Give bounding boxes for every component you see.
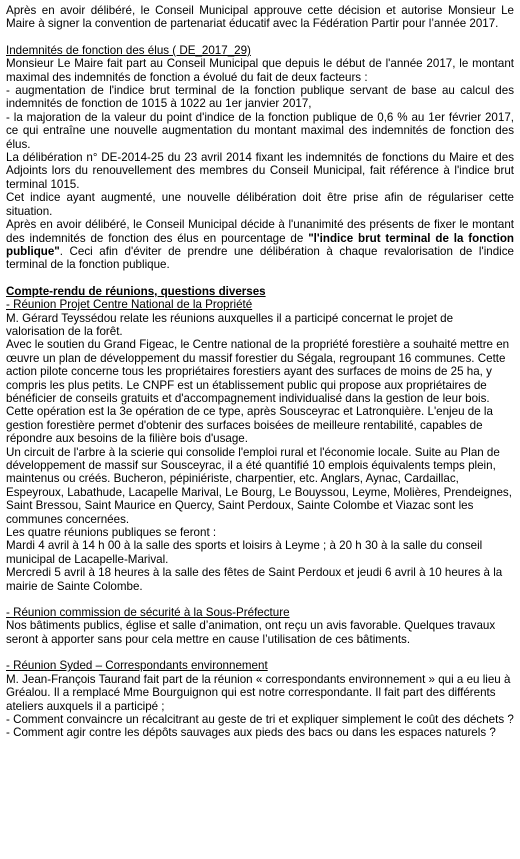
cnpf-paragraph: M. Gérard Teyssédou relate les réunions auxquelles il a participé concernat le projet de valorisation de la forêt.: [6, 311, 454, 338]
indemnites-paragraph: - la majoration de la valeur du point d'indice de la fonction publique de 0,6 % au 1er février 2017, ce qui entraîne une nouvelle augmentation du montant maximal des indemnités de fonction des élus.: [6, 110, 514, 151]
spacer: [6, 31, 514, 44]
syded-paragraph: M. Jean-François Taurand fait part de la réunion « correspondants environnement » qui a eu lieu à Gréalou. Il a remplacé Mme Bourguignon qui est notre correspondante. Il fait part des différents ateliers auxquels il a participé ;: [6, 672, 511, 713]
cnpf-paragraph: Avec le soutien du Grand Figeac, le Centre national de la propriété forestière a souhaité mettre en œuvre un plan de développement du massif forestier du Ségala, regroupant 16 communes. Cette action pilote concerne tous les propriétaires forestiers ayant des surfaces de moins de 25 ha, y compris les plus petits. Le CNPF est un établissement public qui propose aux propriétaires de bénéficier de conseils gratuits et d'accompagnement individualisé dans la gestion de leur bois. Cette opération est la 3e opération de ce type, après Sousceyrac et Latronquière. L'enjeu de la gestion forestière permet d'obtenir des surfaces boisées de meilleure rentabilité, capables de répondre aux besoins de la filière bois d'usage.: [6, 338, 510, 446]
syded-paragraph: - Comment convaincre un récalcitrant au geste de tri et expliquer simplement le coût des déchets ?: [6, 712, 514, 726]
cnpf-paragraph: Mardi 4 avril à 14 h 00 à la salle des sports et loisirs à Leyme ; à 20 h 30 à la salle du conseil municipal de Lacapelle-Marival.: [6, 539, 483, 566]
indemnites-paragraph: - augmentation de l'indice brut terminal de la fonction publique servant de base au calcul des indemnités de fonction de 1015 à 1022 au 1er janvier 2017,: [6, 84, 514, 111]
indemnites-paragraph: Cet indice ayant augmenté, une nouvelle délibération doit être prise afin de régulariser cette situation.: [6, 191, 514, 218]
intro-paragraph: Après en avoir délibéré, le Conseil Municipal approuve cette décision et autorise Monsieur Le Maire à signer la convention de partenariat éducatif avec la Fédération Partir pour l’année 2017.: [6, 4, 514, 31]
indemnites-decision: [6, 218, 514, 272]
syded-paragraph: - Comment agir contre les dépôts sauvages aux pieds des bacs ou dans les espaces naturels ?: [6, 726, 496, 740]
decision-text: . Ceci afin d'éviter de prendre une délibération à chaque revalorisation de l'indice terminal de la fonction publique.: [6, 244, 514, 272]
securite-subheading: - Réunion commission de sécurité à la Sous-Préfecture: [6, 606, 290, 620]
cnpf-paragraph: Les quatre réunions publiques se feront :: [6, 526, 217, 540]
indemnites-paragraph: Monsieur Le Maire fait part au Conseil Municipal que depuis le début de l'année 2017, le montant maximal des indemnités de fonction a évolué du fait de deux facteurs :: [6, 57, 514, 84]
spacer: [6, 593, 514, 606]
cnpf-paragraph: Mercredi 5 avril à 18 heures à la salle des fêtes de Saint Perdoux et jeudi 6 avril à 10 heures à la mairie de Sainte Colombe.: [6, 566, 503, 593]
cnpf-paragraph: Un circuit de l'arbre à la scierie qui consolide l'emploi rural et l'économie locale. Suite au Plan de développement de massif sur Sousceyrac, il a été quantifié 10 emplois équivalents temps plein, maintenus ou créés. Bucheron, pépiniériste, charpentier, etc. Anglars, Aynac, Cardaillac, Espeyroux, Labathude, Lacapelle Marival, Le Bourg, Le Bouyssou, Leyme, Molières, Prendeignes, Saint Bressou, Saint Maurice en Quercy, Saint Perdoux, Sainte Colombe et Viazac sont les communes concernées.: [6, 445, 512, 526]
syded-subheading: - Réunion Syded – Correspondants environnement: [6, 659, 268, 673]
decision-text: Après en avoir délibéré, le Conseil Municipal décide à l'unanimité des présents de fixer le montant des indemnités de fonction des élus en pourcentage de: [6, 218, 514, 245]
spacer: [6, 646, 514, 659]
indemnites-paragraph: La délibération n° DE-2014-25 du 23 avril 2014 fixant les indemnités de fonctions du Maire et des Adjoints lors du renouvellement des membres du Conseil Municipal, fait référence à l'indice brut terminal 1015.: [6, 151, 514, 191]
securite-paragraph: Nos bâtiments publics, église et salle d’animation, ont reçu un avis favorable. Quelques travaux seront à apporter sans pour cela mettre en cause l’utilisation de ces bâtiments.: [6, 619, 496, 646]
cnpf-subheading: - Réunion Projet Centre National de la Propriété: [6, 298, 253, 312]
decision-bold-text: "l'indice brut terminal de la fonction publique": [6, 231, 514, 258]
indemnites-heading: Indemnités de fonction des élus ( DE_2017_29): [6, 43, 251, 57]
spacer: [6, 272, 514, 285]
compte-rendu-heading: Compte-rendu de réunions, questions diverses: [6, 284, 266, 298]
